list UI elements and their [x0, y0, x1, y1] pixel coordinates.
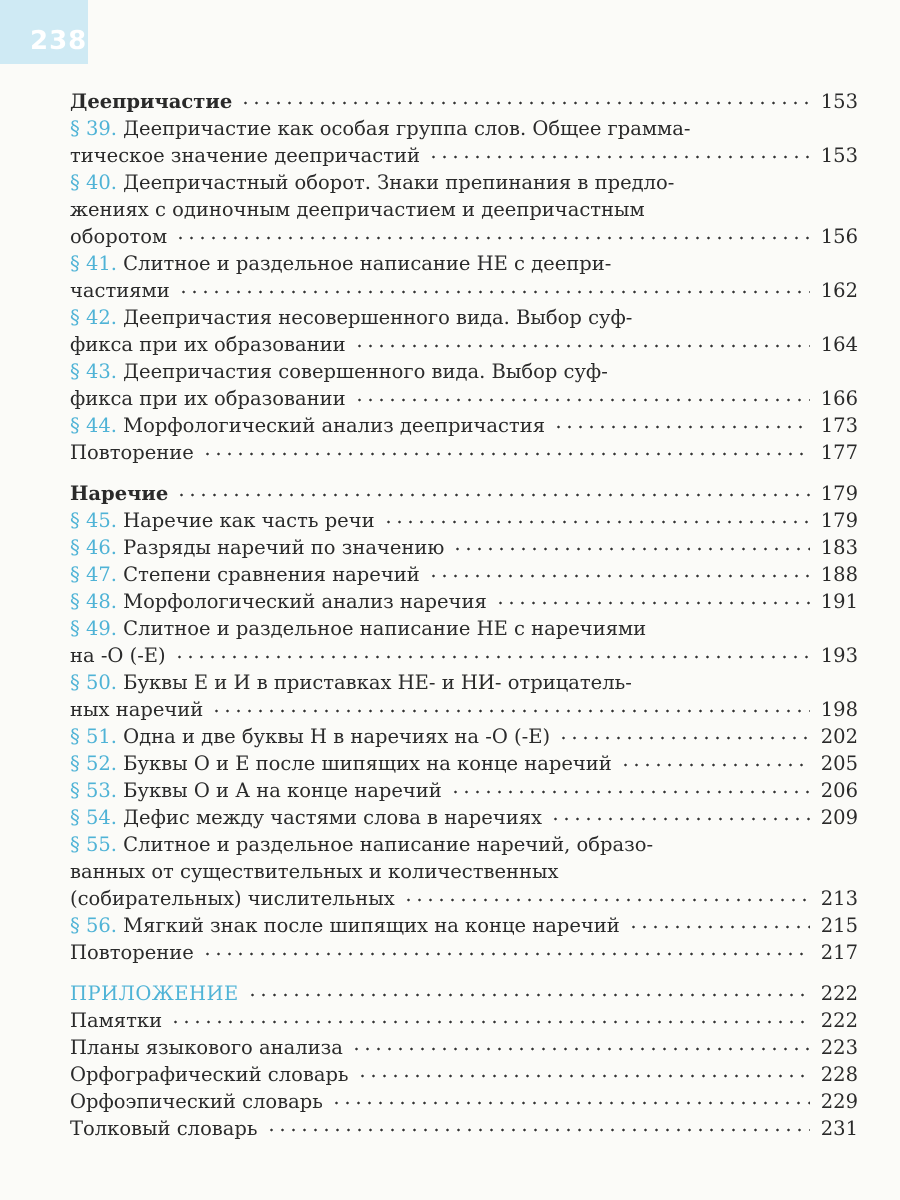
toc-entry-page: 164 [820, 333, 858, 356]
toc-entry-title: Слитное и раздельное написание наречий, образо- [123, 833, 654, 856]
appendix-entry[interactable] [70, 1034, 858, 1061]
toc-line [70, 1061, 858, 1088]
appendix-entry[interactable] [70, 1007, 858, 1034]
dot-leader [175, 224, 810, 244]
toc-line [70, 669, 858, 696]
toc-entry-text [70, 561, 420, 588]
toc-line [70, 615, 858, 642]
toc-entry-page: 188 [820, 563, 858, 586]
toc-line [70, 696, 858, 723]
paragraph-number: § 41. [70, 252, 117, 275]
page-number: 238 [30, 26, 88, 56]
paragraph-number: § 40. [70, 171, 117, 194]
appendix-entry-title: Памятки [70, 1009, 163, 1032]
paragraph-number: § 49. [70, 617, 117, 640]
appendix-entry[interactable] [70, 1115, 858, 1142]
toc-line [70, 939, 858, 966]
toc-entry[interactable] [70, 588, 858, 615]
paragraph-number: § 43. [70, 360, 117, 383]
toc-entry-text: оборотом [70, 225, 168, 248]
toc-line [70, 750, 858, 777]
section-heading-page: 179 [820, 482, 858, 505]
toc-entry-title: Деепричастие как особая группа слов. Общее граммa- [123, 117, 691, 140]
appendix-entry[interactable] [70, 1088, 858, 1115]
toc-line [70, 277, 858, 304]
toc-entry-title: Буквы О и А на конце наречий [123, 779, 442, 802]
dot-leader [550, 805, 810, 825]
toc-line [70, 1034, 858, 1061]
toc-entry[interactable] [70, 777, 858, 804]
toc-entry-text [70, 777, 442, 804]
toc-entry-title: Наречие как часть речи [123, 509, 375, 532]
toc-entry-page: 162 [820, 279, 858, 302]
toc-line [70, 304, 858, 331]
appendix-entry-page: 229 [820, 1090, 858, 1113]
section-heading-page: 153 [820, 90, 858, 113]
toc-entry-page: 179 [820, 509, 858, 532]
dot-leader [357, 1062, 810, 1082]
toc-entry[interactable] [70, 507, 858, 534]
toc-entry[interactable] [70, 804, 858, 831]
dot-leader [428, 143, 810, 163]
section-gap [70, 466, 858, 480]
toc-entry-text: на -О (-Е) [70, 644, 166, 667]
toc-entry-text: жениях с одиночным деепричастием и деепричастным [70, 198, 645, 221]
toc-entry[interactable] [70, 669, 858, 723]
toc-line [70, 777, 858, 804]
toc-line [70, 115, 858, 142]
dot-leader [247, 981, 810, 1001]
paragraph-number: § 44. [70, 414, 117, 437]
paragraph-number: § 46. [70, 536, 117, 559]
toc-entry[interactable] [70, 561, 858, 588]
appendix-entry[interactable] [70, 1061, 858, 1088]
toc-entry-text [70, 358, 608, 385]
toc-entry-page: 166 [820, 387, 858, 410]
appendix-entry-page: 231 [820, 1117, 858, 1140]
section-heading-title: Наречие [70, 482, 169, 505]
toc-line [70, 88, 858, 115]
toc-entry-text [70, 507, 375, 534]
toc-line [70, 142, 858, 169]
toc-entry-text [70, 588, 487, 615]
toc-line [70, 561, 858, 588]
toc-entry-title: Деепричастия несовершенного вида. Выбор суф- [123, 306, 633, 329]
toc-entry-text [70, 169, 674, 196]
toc-entry-text [70, 912, 620, 939]
toc-entry-title: Слитное и раздельное написание НЕ с наречиями [123, 617, 647, 640]
toc-entry[interactable] [70, 358, 858, 412]
dot-leader [170, 1008, 810, 1028]
dot-leader [331, 1089, 810, 1109]
toc-entry-text [70, 412, 545, 439]
section-heading-title: Деепричастие [70, 90, 233, 113]
toc-entry-text [70, 115, 690, 142]
repeat-entry[interactable] [70, 439, 858, 466]
toc-entry-page: 191 [820, 590, 858, 613]
repeat-entry[interactable] [70, 939, 858, 966]
toc-line [70, 169, 858, 196]
toc-entry-page: 156 [820, 225, 858, 248]
toc-line [70, 1007, 858, 1034]
appendix-heading-page: 222 [820, 982, 858, 1005]
toc-entry-page: 215 [820, 914, 858, 937]
appendix-heading[interactable] [70, 980, 858, 1007]
paragraph-number: § 47. [70, 563, 117, 586]
toc-entry-title: Буквы О и Е после шипящих на конце наречий [123, 752, 612, 775]
toc-entry-title: Разряды наречий по значению [123, 536, 445, 559]
toc-entry-page: 198 [820, 698, 858, 721]
toc-entry-page: 209 [820, 806, 858, 829]
toc-entry-page: 213 [820, 887, 858, 910]
toc-entry-page: 183 [820, 536, 858, 559]
toc-line [70, 358, 858, 385]
toc-line [70, 1115, 858, 1142]
toc-entry-page: 206 [820, 779, 858, 802]
toc-entry[interactable] [70, 304, 858, 358]
toc-entry[interactable] [70, 723, 858, 750]
toc-line [70, 250, 858, 277]
toc-line [70, 1088, 858, 1115]
toc-line [70, 507, 858, 534]
appendix-entry-page: 228 [820, 1063, 858, 1086]
toc-entry-text [70, 723, 550, 750]
appendix-entry-page: 223 [820, 1036, 858, 1059]
dot-leader [450, 778, 810, 798]
toc-entry-text: частиями [70, 279, 170, 302]
toc-line [70, 588, 858, 615]
paragraph-number: § 51. [70, 725, 117, 748]
appendix-entry-title: Толковый словарь [70, 1117, 258, 1140]
toc-entry-text: тическое значение деепричастий [70, 144, 421, 167]
toc-line [70, 912, 858, 939]
paragraph-number: § 50. [70, 671, 117, 694]
toc-entry-text [70, 304, 632, 331]
section-heading[interactable] [70, 480, 858, 507]
paragraph-number: § 48. [70, 590, 117, 613]
toc-entry-title: Морфологический анализ наречия [123, 590, 487, 613]
paragraph-number: § 42. [70, 306, 117, 329]
toc-line [70, 723, 858, 750]
dot-leader [176, 481, 810, 501]
dot-leader [174, 643, 810, 663]
dot-leader [628, 913, 810, 933]
dot-leader [620, 751, 810, 771]
appendix-entry-title: Орфоэпический словарь [70, 1090, 323, 1113]
repeat-page: 217 [820, 941, 858, 964]
toc-line [70, 223, 858, 250]
repeat-title: Повторение [70, 441, 194, 464]
dot-leader [495, 589, 810, 609]
dot-leader [202, 440, 810, 460]
appendix-entry-page: 222 [820, 1009, 858, 1032]
paragraph-number: § 39. [70, 117, 117, 140]
toc-entry-title: Дефис между частями слова в наречиях [123, 806, 543, 829]
toc-entry[interactable] [70, 534, 858, 561]
toc-entry-text: ванных от существительных и количественных [70, 860, 559, 883]
toc-entry-text: фикса при их образовании [70, 387, 346, 410]
dot-leader [428, 562, 810, 582]
paragraph-number: § 52. [70, 752, 117, 775]
toc-line [70, 534, 858, 561]
section-heading[interactable] [70, 88, 858, 115]
toc-line [70, 885, 858, 912]
toc-entry[interactable] [70, 115, 858, 169]
appendix-entry-title: Орфографический словарь [70, 1063, 349, 1086]
toc-line [70, 642, 858, 669]
dot-leader [178, 278, 810, 298]
toc-entry[interactable] [70, 250, 858, 304]
dot-leader [452, 535, 810, 555]
toc-entry-title: Деепричастный оборот. Знаки препинания в предло- [123, 171, 675, 194]
dot-leader [266, 1116, 810, 1136]
section-gap [70, 966, 858, 980]
toc-line [70, 858, 858, 885]
appendix-heading-title: ПРИЛОЖЕНИЕ [70, 982, 239, 1005]
toc-entry-title: Морфологический анализ деепричастия [123, 414, 545, 437]
paragraph-number: § 45. [70, 509, 117, 532]
toc-entry[interactable] [70, 615, 858, 669]
table-of-contents [70, 88, 858, 1142]
toc-entry-title: Степени сравнения наречий [123, 563, 420, 586]
toc-entry-title: Мягкий знак после шипящих на конце наречий [123, 914, 620, 937]
toc-entry-text [70, 750, 612, 777]
dot-leader [553, 413, 810, 433]
toc-entry-text: (собирательных) числительных [70, 887, 395, 910]
dot-leader [403, 886, 810, 906]
toc-entry[interactable] [70, 169, 858, 250]
paragraph-number: § 53. [70, 779, 117, 802]
toc-entry-title: Буквы Е и И в приставках НЕ- и НИ- отрицатель- [123, 671, 632, 694]
toc-entry[interactable] [70, 750, 858, 777]
toc-line [70, 385, 858, 412]
toc-entry-page: 205 [820, 752, 858, 775]
toc-entry-text: фикса при их образовании [70, 333, 346, 356]
dot-leader [558, 724, 810, 744]
toc-entry-text [70, 250, 611, 277]
toc-entry[interactable] [70, 412, 858, 439]
toc-entry[interactable] [70, 831, 858, 912]
toc-entry-text: ных наречий [70, 698, 204, 721]
paragraph-number: § 56. [70, 914, 117, 937]
toc-entry-title: Деепричастия совершенного вида. Выбор суф- [123, 360, 608, 383]
toc-entry-page: 193 [820, 644, 858, 667]
toc-line [70, 439, 858, 466]
dot-leader [351, 1035, 810, 1055]
toc-line [70, 196, 858, 223]
toc-entry-title: Слитное и раздельное написание НЕ с деепри- [123, 252, 612, 275]
dot-leader [211, 697, 810, 717]
toc-line [70, 412, 858, 439]
toc-entry-page: 173 [820, 414, 858, 437]
toc-entry-page: 202 [820, 725, 858, 748]
toc-line [70, 480, 858, 507]
paragraph-number: § 55. [70, 833, 117, 856]
toc-line [70, 331, 858, 358]
toc-line [70, 980, 858, 1007]
toc-line [70, 831, 858, 858]
toc-line [70, 804, 858, 831]
toc-entry-text [70, 831, 653, 858]
paragraph-number: § 54. [70, 806, 117, 829]
appendix-entry-title: Планы языкового анализа [70, 1036, 343, 1059]
toc-entry-page: 153 [820, 144, 858, 167]
toc-entry-text [70, 804, 542, 831]
repeat-page: 177 [820, 441, 858, 464]
dot-leader [354, 332, 810, 352]
toc-entry-text [70, 615, 646, 642]
toc-entry-title: Одна и две буквы Н в наречиях на -О (-Е) [123, 725, 551, 748]
dot-leader [383, 508, 810, 528]
repeat-title: Повторение [70, 941, 194, 964]
toc-entry-text [70, 534, 444, 561]
dot-leader [354, 386, 810, 406]
dot-leader [240, 89, 810, 109]
toc-entry[interactable] [70, 912, 858, 939]
dot-leader [202, 940, 810, 960]
toc-entry-text [70, 669, 632, 696]
